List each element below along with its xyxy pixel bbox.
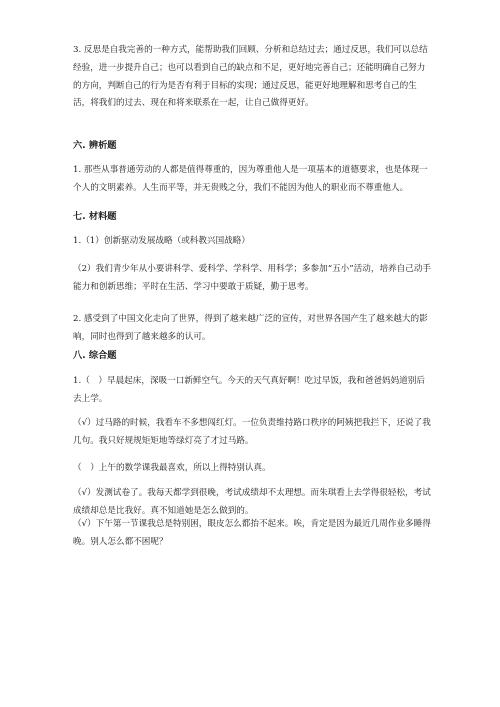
- answer-paragraph: [73, 233, 433, 251]
- answer-item: （√）发测试卷了。我每天都学到很晚，考试成绩却不太理想。而朱琪看上去学得很轻松，考试成绩却总是比我好。真不知道她是怎么做到的。: [73, 488, 431, 516]
- answer-paragraph: [73, 373, 433, 409]
- section-heading: 八. 综合题: [73, 350, 117, 361]
- answer-item: 1.（ ）早晨起床，深吸一口新鲜空气。今天的天气真好啊！吃过早饭，我和爸爸妈妈道别后去上学。: [73, 376, 425, 404]
- section-heading: 六. 辨析题: [73, 140, 117, 151]
- answer-item: （√）下午第一节课我总是特别困，眼皮怎么都抬不起来。唉，肯定是因为最近几周作业多睡得晚。别人怎么都不困呢？: [73, 519, 431, 547]
- answer-paragraph: [73, 162, 433, 198]
- section-heading: 七. 材料题: [73, 211, 117, 222]
- answer-item: 2. 感受到了中国文化走向了世界，得到了越来越广泛的宣传，对世界各国产生了越来越大的影响，同时也得到了越来越多的认可。: [73, 314, 428, 342]
- answer-item: 1.（1）创新驱动发展战略（或科教兴国战略）: [73, 236, 250, 246]
- answer-paragraph: [73, 311, 433, 347]
- answer-item: （ ）上午的数学课我最喜欢，所以上得特别认真。: [73, 463, 271, 473]
- answer-paragraph: [73, 42, 433, 113]
- answer-paragraph: [73, 415, 433, 451]
- answer-item-reflection: 3. 反思是自我完善的一种方式，能帮助我们回顾、分析和总结过去；通过反思，我们可以总结经验，进一步提升自己；也可以看到自己的缺点和不足，更好地完善自己；还能明确自己努力的方向，判断自己的行为是否有利于目标的实现；通过反思，能更好地理解和思考自己的生活，将我们的过去、现在和将来联系在一起，让自己做得更好。: [73, 45, 428, 109]
- answer-item: （2）我们青少年从小要讲科学、爱科学、学科学、用科学；多参加“五小”活动，培养自己动手能力和创新思维；平时在生活、学习中要敢于质疑，勤于思考。: [73, 264, 432, 292]
- answer-paragraph: [73, 516, 433, 552]
- answer-paragraph: [73, 460, 433, 478]
- answer-item: 1. 那些从事普通劳动的人都是值得尊重的，因为尊重他人是一项基本的道德要求，也是体现一个人的文明素养。人生而平等，并无贵贱之分，我们不能因为他人的职业而不尊重他人。: [73, 165, 428, 193]
- answer-item: （√）过马路的时候，我看车不多想闯红灯。一位负责维持路口秩序的阿姨把我拦下，还说了我几句。我只好规规矩矩地等绿灯亮了才过马路。: [73, 418, 431, 446]
- answer-paragraph: [73, 261, 433, 297]
